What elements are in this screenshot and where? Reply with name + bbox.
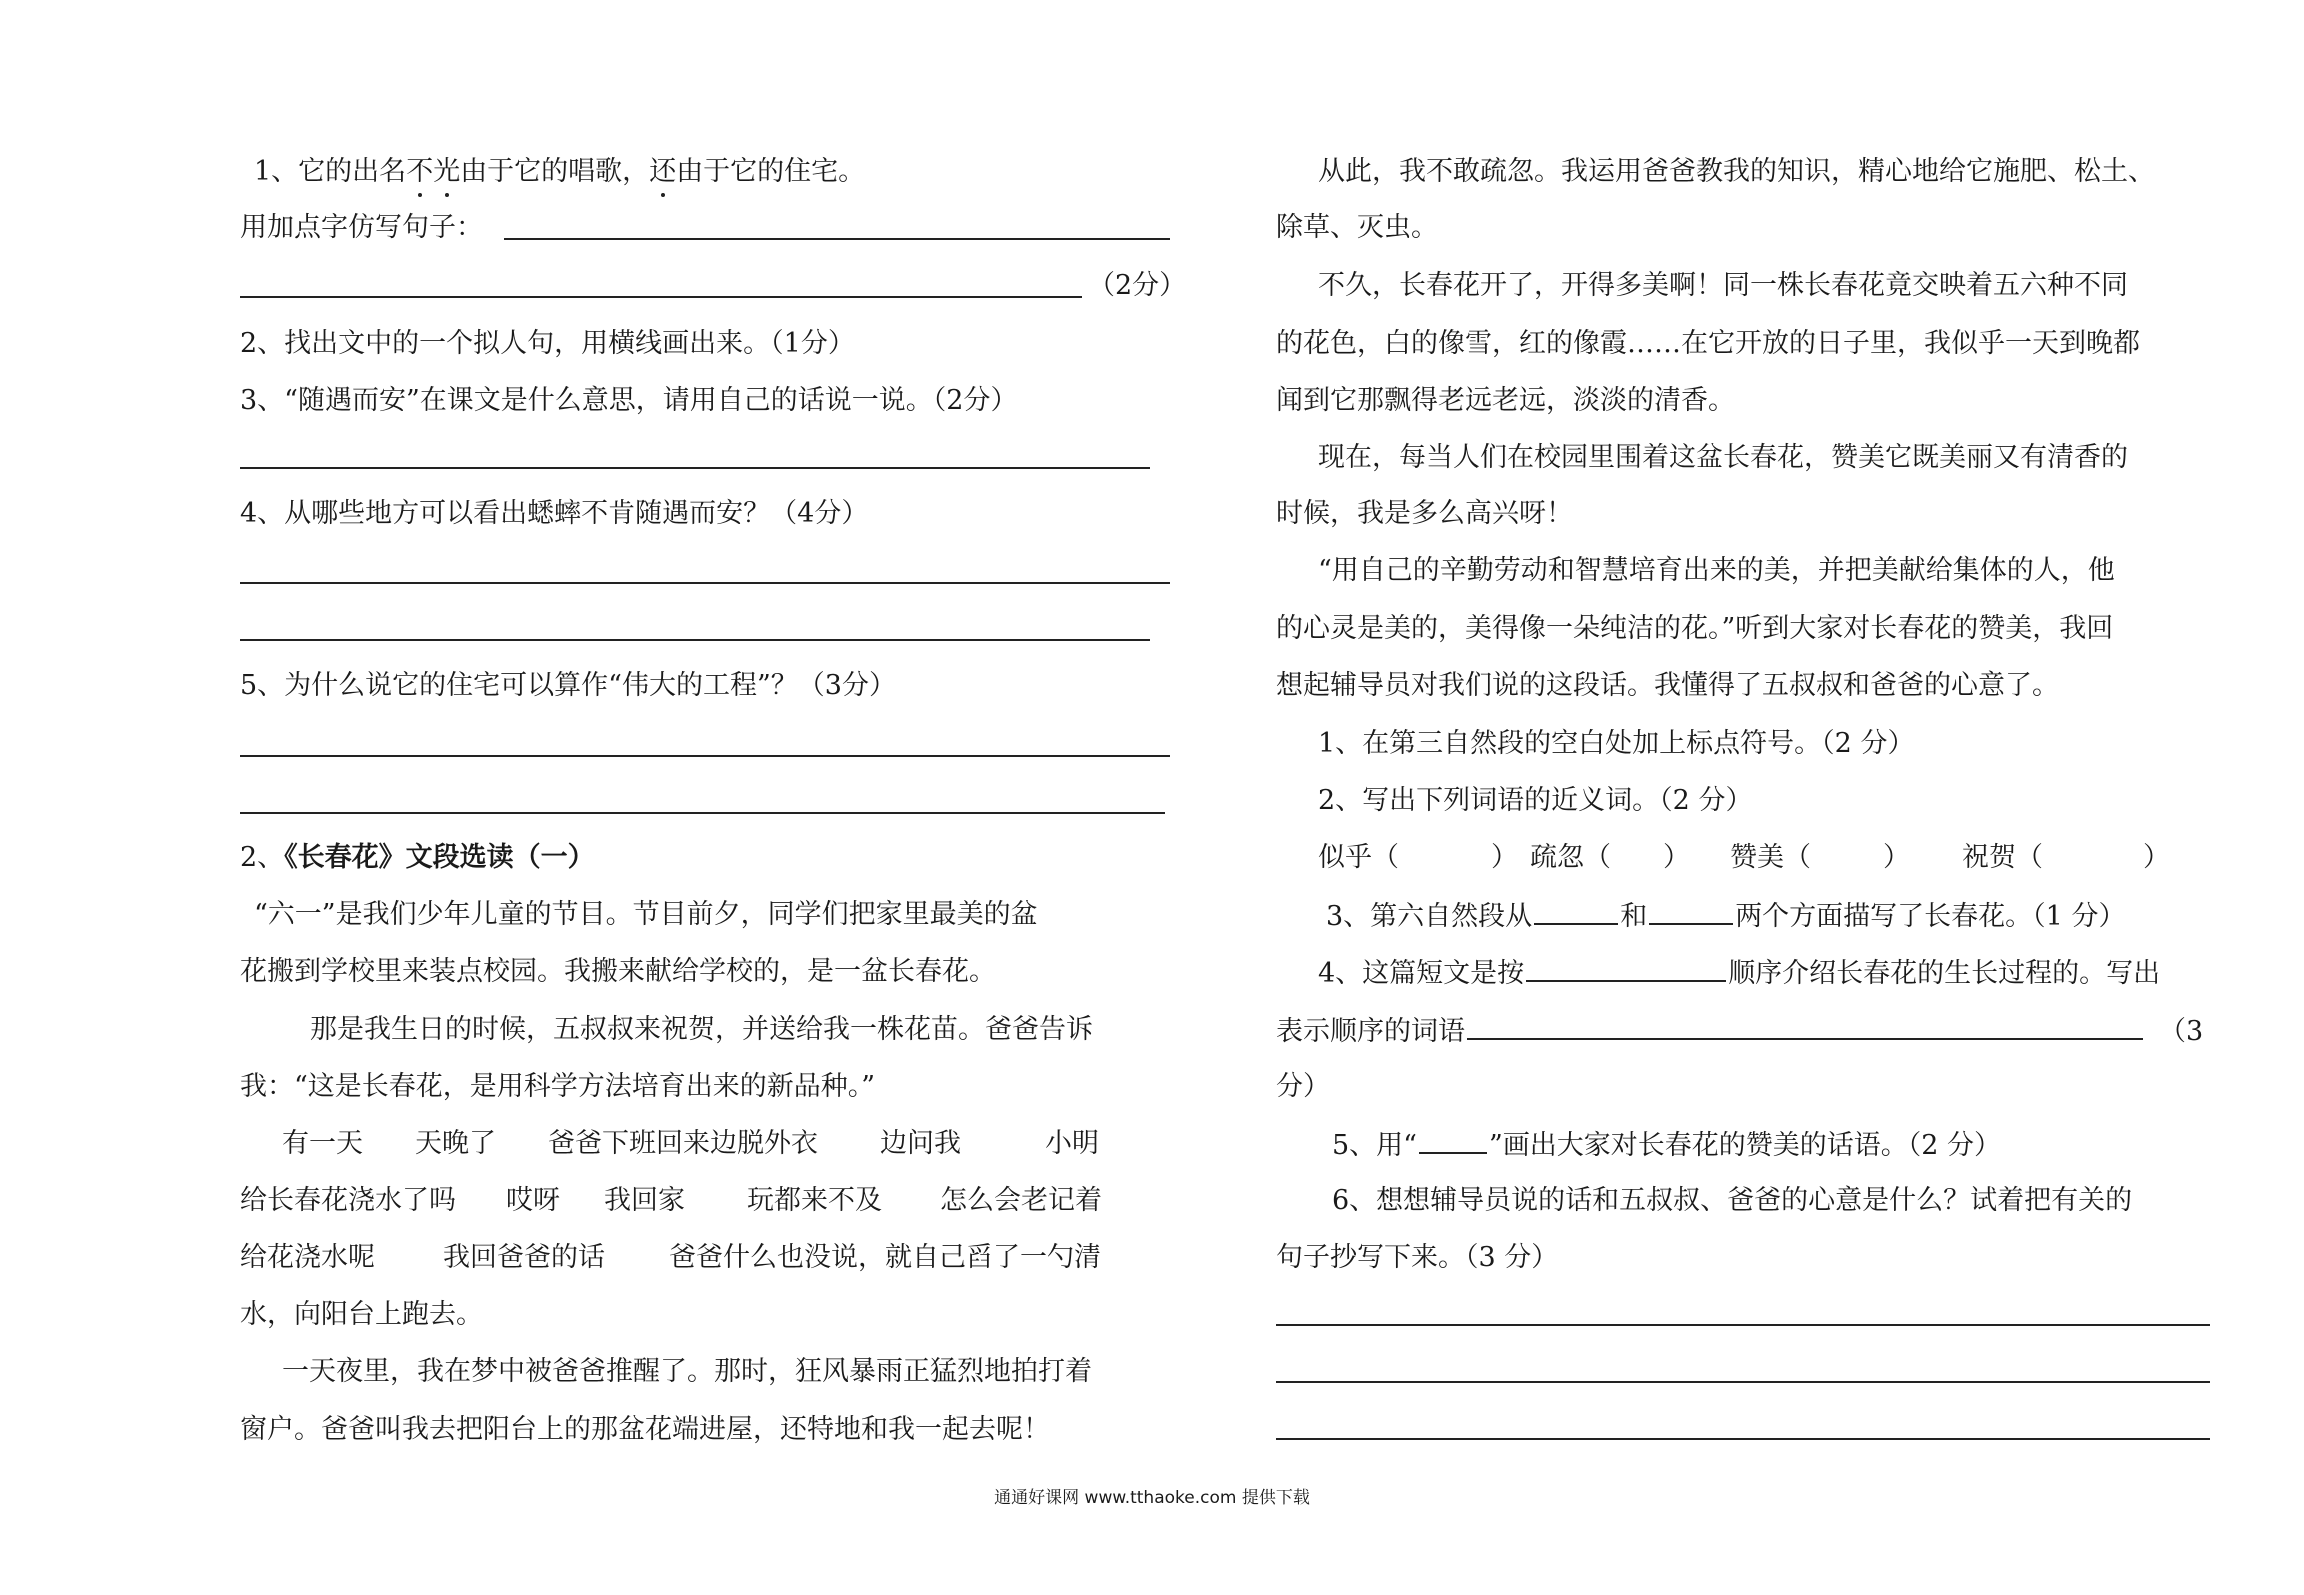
fill-blank[interactable] [1649,897,1733,925]
answer-line[interactable] [240,755,1170,757]
question-r6-cont: 句子抄写下来。（3 分） [1276,1242,1559,1273]
question-r4: 4、这篇短文是按 顺序介绍长春花的生长过程的。写出 [1318,954,2160,992]
fill-blank[interactable] [1526,954,1726,982]
q1-sentence: 1、它的出名不光由于它的唱歌，还由于它的住宅。 [254,154,865,190]
paragraph-line: 水，向阳台上跑去。 [240,1299,483,1330]
answer-line[interactable] [504,238,1170,240]
paragraph-line: 闻到它那飘得老远老远，淡淡的清香。 [1276,385,1735,416]
section-2-heading: 2、《长春花》文段选读（一） [240,842,595,873]
paragraph-line: 现在，每当人们在校园里围着这盆长春花，赞美它既美丽又有清香的 [1318,442,2128,473]
paragraph-line: 我：“这是长春花，是用科学方法培育出来的新品种。” [240,1071,876,1102]
answer-line[interactable] [240,812,1165,814]
paragraph-line: 的花色，白的像雪，红的像霞……在它开放的日子里，我似乎一天到晚都 [1276,328,2140,359]
blank-fragment: 爸爸什么也没说，就自己舀了一勺清 [669,1242,1101,1273]
answer-line[interactable] [1276,1324,2210,1326]
paragraph-line: 那是我生日的时候，五叔叔来祝贺，并送给我一株花苗。爸爸告诉 [310,1014,1093,1045]
question-r1: 1、在第三自然段的空白处加上标点符号。（2 分） [1318,728,1915,759]
paragraph-line: 花搬到学校里来装点校园。我搬来献给学校的，是一盆长春花。 [240,956,996,987]
question-2: 2、找出文中的一个拟人句，用横线画出来。（1分） [240,328,855,359]
paragraph-line: 想起辅导员对我们说的这段话。我懂得了五叔叔和爸爸的心意了。 [1276,670,2059,701]
paragraph-line: 的心灵是美的，美得像一朵纯洁的花。”听到大家对长春花的赞美，我回 [1276,613,2114,644]
blank-fragment: 怎么会老记着 [940,1185,1102,1216]
paragraph-line: “六一”是我们少年儿童的节目。节目前夕，同学们把家里最美的盆 [254,899,1038,930]
paragraph-line: 时候，我是多么高兴呀！ [1276,498,1573,529]
blank-fragment: 给花浇水呢 [240,1242,375,1273]
q1-prompt: 用加点字仿写句子： [240,212,483,243]
answer-line[interactable] [1276,1438,2210,1440]
question-r5: 5、用“ ”画出大家对长春花的赞美的话语。（2 分） [1332,1126,2001,1164]
fill-blank[interactable] [1534,897,1618,925]
paragraph-line: 一天夜里，我在梦中被爸爸推醒了。那时，狂风暴雨正猛烈地拍打着 [282,1356,1092,1387]
blank-fragment: 我回爸爸的话 [443,1242,605,1273]
blank-fragment: 小明 [1045,1128,1099,1159]
blank-fragment: 边问我 [880,1128,961,1159]
blank-fragment: 有一天 [282,1128,363,1159]
blank-fragment: 给长春花浇水了吗 [240,1185,456,1216]
blank-fragment: 哎呀 [506,1185,560,1216]
answer-line[interactable] [240,296,1082,298]
question-r4-score: 分） [1276,1071,1330,1102]
question-r3: 3、第六自然段从 和 两个方面描写了长春花。（1 分） [1326,897,2125,935]
blank-fragment: 玩都来不及 [747,1185,882,1216]
synonym-row: 似乎（ ） 疏忽（ ） 赞美（ ） 祝贺（ ） [1318,842,2170,873]
footer-credit: 通通好课网 www.tthaoke.com 提供下载 [994,1488,1310,1508]
paragraph-line: 从此，我不敢疏忽。我运用爸爸教我的知识，精心地给它施肥、松土、 [1318,156,2155,187]
question-r4-cont: 表示顺序的词语 （3 [1276,1012,2203,1050]
question-5: 5、为什么说它的住宅可以算作“伟大的工程”？（3分） [240,670,896,701]
paragraph-line [240,1183,1102,1219]
question-r6: 6、想想辅导员说的话和五叔叔、爸爸的心意是什么？试着把有关的 [1332,1185,2133,1216]
paragraph-line [282,1126,1099,1162]
fill-blank[interactable] [1467,1012,2143,1040]
question-r2: 2、写出下列词语的近义词。（2 分） [1318,785,1753,816]
paragraph-line: 不久，长春花开了，开得多美啊！同一株长春花竟交映着五六种不同 [1318,270,2128,301]
paragraph-line [240,1240,1101,1276]
paragraph-line: “用自己的辛勤劳动和智慧培育出来的美，并把美献给集体的人，他 [1318,555,2115,586]
paragraph-line: 窗户。爸爸叫我去把阳台上的那盆花端进屋，还特地和我一起去呢！ [240,1414,1050,1445]
answer-line[interactable] [1276,1381,2210,1383]
question-4: 4、从哪些地方可以看出蟋蟀不肯随遇而安？（4分） [240,498,869,529]
answer-line[interactable] [240,582,1170,584]
answer-line[interactable] [240,639,1150,641]
blank-fragment: 爸爸下班回来边脱外衣 [548,1128,818,1159]
paragraph-line: 除草、灭虫。 [1276,212,1438,243]
underline-sample [1419,1126,1487,1154]
question-3: 3、“随遇而安”在课文是什么意思，请用自己的话说一说。（2分） [240,385,1018,416]
blank-fragment: 我回家 [604,1185,685,1216]
blank-fragment: 天晚了 [415,1128,496,1159]
answer-line[interactable] [240,467,1150,469]
q1-score: （2分） [1088,270,1187,301]
